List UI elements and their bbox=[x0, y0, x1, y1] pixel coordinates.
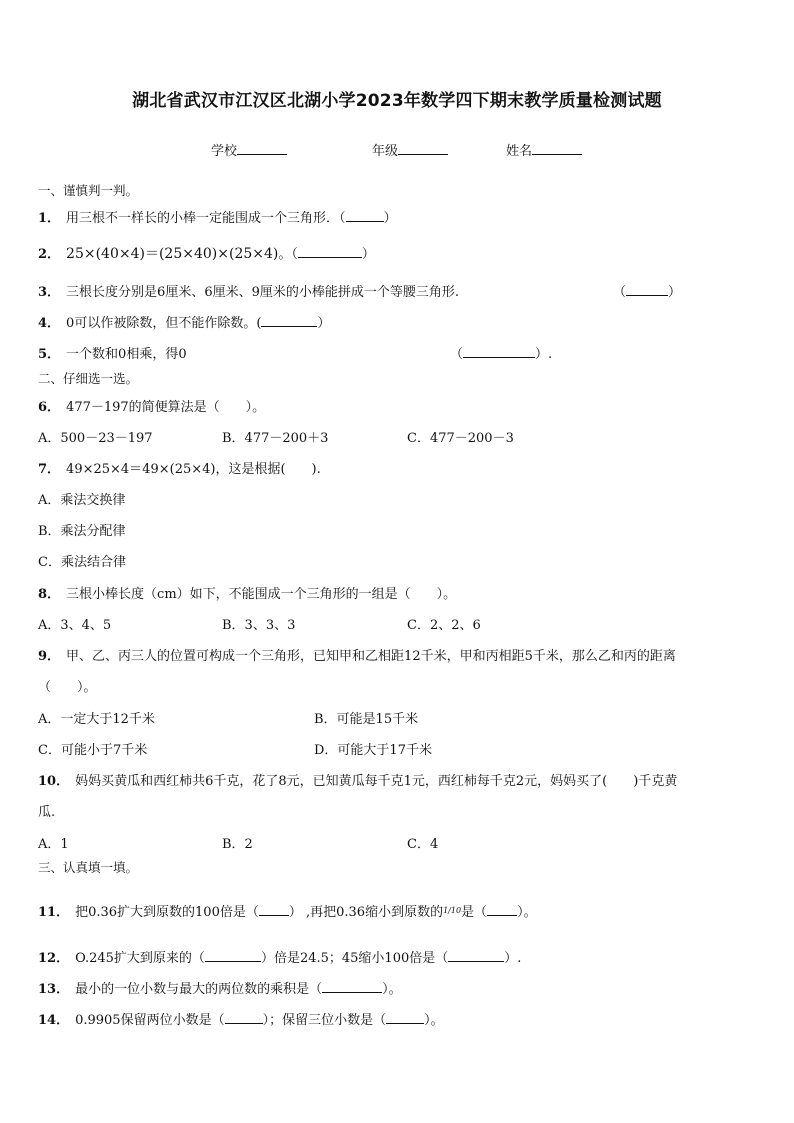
question-5-answer: （ ）. bbox=[450, 347, 553, 362]
answer-blank-q11b[interactable] bbox=[487, 904, 517, 916]
answer-blank-q3[interactable] bbox=[626, 284, 668, 296]
q2-expression: 25×(40×4)＝(25×40)×(25×4) bbox=[66, 246, 279, 262]
q9-option-a[interactable]: A．一定大于12千米 bbox=[38, 712, 155, 727]
q6-option-a[interactable]: A．500－23－197 bbox=[38, 431, 153, 446]
question-4: 4． 0可以作被除数，但不能作除数。( ） bbox=[38, 316, 331, 331]
q10-option-b[interactable]: B．2 bbox=[222, 837, 253, 852]
section-3-heading: 三、认真填一填。 bbox=[38, 860, 139, 875]
fraction-one-tenth: 1/10 bbox=[443, 906, 462, 915]
school-blank[interactable] bbox=[237, 143, 287, 155]
q7-option-c[interactable]: C．乘法结合律 bbox=[38, 555, 126, 570]
school-field: 学校 bbox=[211, 140, 287, 159]
question-2: 2． 25×(40×4)＝(25×40)×(25×4)。（ ） bbox=[38, 246, 375, 262]
answer-blank-q11a[interactable] bbox=[259, 904, 289, 916]
q9-option-b[interactable]: B．可能是15千米 bbox=[314, 712, 419, 727]
section-1-heading: 一、谨慎判一判。 bbox=[38, 183, 139, 198]
q6-option-c[interactable]: C．477－200－3 bbox=[407, 431, 514, 446]
question-14: 14． 0.9905保留两位小数是（ ）；保留三位小数是（ ）。 bbox=[38, 1013, 444, 1028]
question-12: 12． O.245扩大到原来的（ ）倍是24.5；45缩小100倍是（ ）. bbox=[38, 951, 522, 966]
section-2-heading: 二、仔细选一选。 bbox=[38, 371, 139, 386]
answer-blank-q5[interactable] bbox=[463, 346, 535, 358]
answer-blank-q2[interactable] bbox=[298, 246, 362, 258]
q7-option-b[interactable]: B．乘法分配律 bbox=[38, 524, 126, 539]
question-13: 13． 最小的一位小数与最大的两位数的乘积是（ ）。 bbox=[38, 982, 402, 997]
q10-option-c[interactable]: C．4 bbox=[407, 837, 439, 852]
answer-blank-q12a[interactable] bbox=[205, 950, 261, 962]
answer-blank-q4[interactable] bbox=[261, 315, 317, 327]
answer-blank-q13[interactable] bbox=[322, 981, 382, 993]
answer-blank-q12b[interactable] bbox=[448, 950, 504, 962]
grade-blank[interactable] bbox=[398, 143, 448, 155]
answer-blank-q14a[interactable] bbox=[225, 1012, 263, 1024]
q10-option-a[interactable]: A．1 bbox=[38, 837, 69, 852]
question-9-cont: （ ）。 bbox=[38, 680, 97, 695]
question-8: 8． 三根小棒长度（cm）如下，不能围成一个三角形的一组是（ ）。 bbox=[38, 587, 457, 602]
page-title: 湖北省武汉市江汉区北湖小学2023年数学四下期末教学质量检测试题 bbox=[132, 91, 662, 111]
q9-option-d[interactable]: D．可能大于17千米 bbox=[314, 743, 432, 758]
grade-field: 年级 bbox=[372, 140, 448, 159]
answer-blank-q1[interactable] bbox=[346, 210, 384, 222]
question-10: 10． 妈妈买黄瓜和西红柿共6千克，花了8元，已知黄瓜每千克1元，西红柿每千克2元，妈妈买了( )千克黄 bbox=[38, 774, 678, 789]
question-5: 5． 一个数和0相乘，得0 bbox=[38, 347, 187, 362]
q7-option-a[interactable]: A．乘法交换律 bbox=[38, 493, 126, 508]
question-9: 9． 甲、乙、丙三人的位置可构成一个三角形，已知甲和乙相距12千米，甲和丙相距5千米，那么乙和丙的距离 bbox=[38, 649, 676, 664]
question-6: 6． 477－197的简便算法是（ ）。 bbox=[38, 400, 266, 415]
q8-option-b[interactable]: B．3、3、3 bbox=[222, 618, 296, 633]
name-field: 姓名 bbox=[506, 140, 582, 159]
question-11: 11． 把0.36扩大到原数的100倍是（ ） ,再把0.36缩小到原数的1/10是（ ）。 bbox=[38, 905, 537, 920]
question-3-answer: （ ） bbox=[613, 285, 682, 300]
q6-option-b[interactable]: B．477－200＋3 bbox=[222, 431, 329, 446]
q9-option-c[interactable]: C．可能小于7千米 bbox=[38, 743, 148, 758]
question-1: 1． 用三根不一样长的小棒一定能围成一个三角形．（ ） bbox=[38, 211, 397, 226]
q8-option-a[interactable]: A．3、4、5 bbox=[38, 618, 112, 633]
name-blank[interactable] bbox=[532, 143, 582, 155]
q8-option-c[interactable]: C．2、2、6 bbox=[407, 618, 481, 633]
question-10-cont: 瓜. bbox=[38, 805, 56, 820]
question-3: 3． 三根长度分别是6厘米、6厘米、9厘米的小棒能拼成一个等腰三角形. bbox=[38, 285, 459, 300]
question-7: 7． 49×25×4＝49×(25×4)，这是根据( ). bbox=[38, 462, 321, 477]
answer-blank-q14b[interactable] bbox=[386, 1012, 424, 1024]
